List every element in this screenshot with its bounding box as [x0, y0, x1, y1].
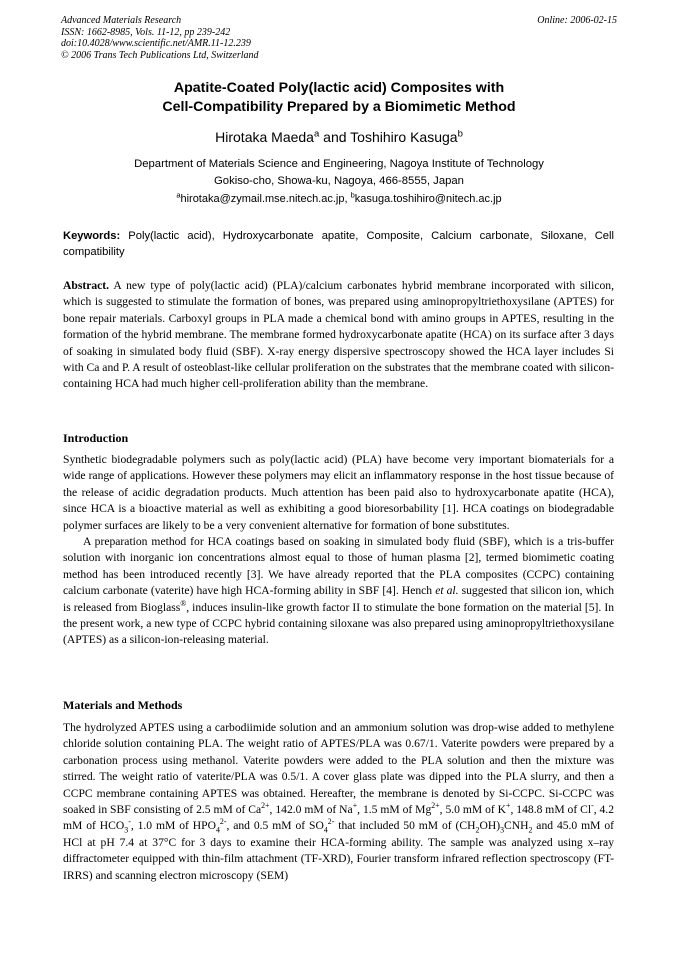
abstract-label: Abstract.	[63, 279, 110, 292]
keywords	[63, 229, 614, 260]
email-a[interactable]: hirotaka@zymail.mse.nitech.ac.jp,	[180, 193, 351, 205]
ion-charge: -	[591, 801, 594, 811]
ion-charge: +	[506, 801, 511, 811]
formula-subscript: 3	[500, 825, 504, 835]
affiliation	[40, 156, 638, 189]
ion-charge: 2-	[219, 817, 227, 827]
abstract-text: A new type of poly(lactic acid) (PLA)/calcium carbonates hybrid membrane incorporated with silicon, which is suggested to stimulate the formation of bones, was prepared using aminopropyltriethoxysilane (APTES) for bone repair materials. Carboxyl groups in PLA made a chemical bond with amino groups in APTES, resulting in the formation of the hybrid membrane. The membrane formed hydroxycarbonate apatite (HCA) on its surface after 3 days of soaking in simulated body fluid (SBF). X-ray energy dispersive spectroscopy showed the HCA layer includes Si with Ca and P. A result of osteoblast-like cellular proliferation on the substrates that the membrane coated with silicon-containing HCA had much higher cell-proliferation ability than the membrane.	[63, 279, 614, 391]
formula-subscript: 4	[323, 825, 328, 835]
ion-charge: -	[128, 817, 131, 827]
author-connector: and	[319, 129, 351, 145]
author-2: Toshihiro Kasuga	[350, 129, 458, 145]
online-date: Online: 2006-02-15	[537, 15, 617, 26]
methods-text: , 4.2 mM of HCO	[63, 803, 614, 833]
intro-p2-part-c: , induces insulin-like growth factor II to stimulate the bone formation on the material [5]. In the present work, a new type of CCPC hybrid containing siloxane was also prepared using aminopropyltriethoxysilane (APTES) as a silicon-ion-releasing material.	[63, 600, 614, 647]
methods-text: CNH	[504, 819, 529, 833]
affiliation-line-1: Department of Materials Science and Engineering, Nagoya Institute of Technology	[134, 158, 544, 170]
methods-heading: Materials and Methods	[63, 698, 183, 712]
author-2-mark: b	[457, 128, 463, 140]
author-emails	[40, 192, 638, 207]
formula-subscript: 2	[528, 825, 533, 835]
copyright-line: © 2006 Trans Tech Publications Ltd, Switzerland	[61, 49, 259, 61]
intro-paragraph-2	[63, 534, 614, 649]
methods-text: , and 0.5 mM of SO	[226, 819, 324, 833]
intro-p2-etal: et al.	[435, 584, 459, 598]
title-line-1: Apatite-Coated Poly(lactic acid) Composites with	[173, 80, 505, 96]
journal-name: Advanced Materials Research	[61, 15, 182, 26]
introduction-body	[63, 452, 614, 649]
email-b[interactable]: kasuga.toshihiro@nitech.ac.jp	[354, 193, 502, 205]
formula-subscript: 4	[215, 825, 220, 835]
affiliation-line-2: Gokiso-cho, Showa-ku, Nagoya, 466-8555, Japan	[214, 174, 464, 187]
methods-text: , 1.5 mM of Mg	[357, 803, 432, 817]
formula-subscript: 3	[124, 825, 129, 835]
methods-text: The hydrolyzed APTES using a carbodiimide solution and an ammonium solution was drop-wise added to methylene chloride solution containing PLA. The weight ratio of APTES/PLA was 0.67/1. Vaterite powders were prepared by a carbonation process using methanol. Vaterite powders were added to the PLA solution and then the mixture was stirred. The weight ratio of vaterite/PLA was 0.5/1. A cover glass plate was dipped into the PLA slurry, and then a CCPC membrane containing APTES was obtained. Hereafter, the membrane is denoted by Si-CCPC. Si-CCPC was soaked in SBF consisting of 2.5 mM of Ca	[63, 721, 614, 817]
methods-text: OH)	[479, 819, 501, 833]
methods-text: , 142.0 mM of Na	[269, 803, 353, 817]
paper-title	[40, 79, 638, 117]
formula-subscript: 2	[475, 825, 480, 835]
introduction-heading: Introduction	[63, 431, 129, 445]
ion-charge: 2-	[327, 817, 335, 827]
ion-charge: 2+	[431, 801, 440, 811]
doi-line: doi:10.4028/www.scientific.net/AMR.11-12.239	[61, 38, 251, 49]
email-a-mark: a	[176, 190, 181, 200]
methods-body	[63, 720, 614, 884]
intro-paragraph-1: Synthetic biodegradable polymers such as poly(lactic acid) (PLA) have become very important biomaterials for a wide range of applications. However these polymers may elicit an inflammatory response in the host tissue because of the release of acidic degradation products. Much attention has been paid also to hydroxycarbonate apatite (HCA), since HCA is a bioactive material as well as exhibiting a good bioresorbability [1]. HCA coatings on biodegradable polymer surfaces are likely to be a very convenient alternative for formation of bone substitutes.	[63, 453, 614, 532]
abstract	[63, 278, 614, 393]
title-line-2: Cell-Compatibility Prepared by a Biomimetic Method	[162, 99, 516, 115]
author-1-mark: a	[313, 128, 320, 140]
ion-charge: +	[352, 801, 358, 811]
methods-paragraph-1	[63, 720, 614, 884]
journal-header	[61, 15, 617, 61]
author-list	[40, 128, 638, 146]
email-b-mark: b	[350, 190, 355, 200]
methods-text: , 148.8 mM of Cl	[510, 803, 592, 817]
author-1: Hirotaka Maeda	[215, 129, 314, 145]
issn-line: ISSN: 1662-8985, Vols. 11-12, pp 239-242	[61, 26, 231, 38]
keywords-label: Keywords:	[63, 230, 121, 242]
ion-charge: 2+	[261, 801, 270, 811]
registered-mark: ®	[180, 598, 187, 608]
methods-text: and 45.0 mM of HCl at pH 7.4 at 37°C for 3 days to examine their HCA-forming ability. The sample was analyzed using x–ray diffractometer equipped with thin-film attachment (TF-XRD), Fourier transform infrared reflection spectroscopy (FT-IRRS) and scanning electron microscopy (SEM)	[63, 819, 614, 882]
intro-p2-part-b: suggested that silicon ion, which is released from Bioglass	[63, 584, 614, 614]
methods-text: , 1.0 mM of HPO	[130, 819, 216, 833]
keywords-text: Poly(lactic acid), Hydroxycarbonate apatite, Composite, Calcium carbonate, Siloxane, Cell compatibility	[63, 230, 614, 258]
methods-text: , 5.0 mM of K	[439, 803, 507, 817]
methods-text: that included 50 mM of (CH	[334, 819, 476, 833]
intro-p2-part-a: A preparation method for HCA coatings based on soaking in simulated body fluid (SBF), which is a tris-buffer solution with inorganic ion concentrations almost equal to those of human plasma [2], termed biomimetic coating method has been introduced recently [3]. We have already reported that the PLA composites (CCPC) containing calcium carbonate (vaterite) have high HCA-forming ability in SBF [4]. Hench	[63, 535, 614, 598]
